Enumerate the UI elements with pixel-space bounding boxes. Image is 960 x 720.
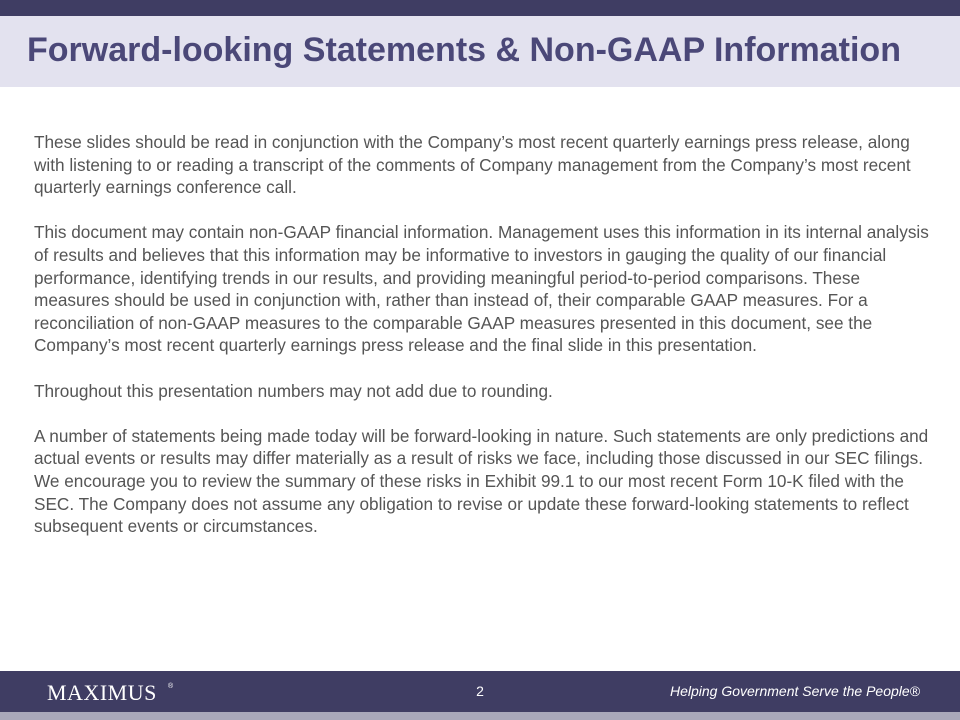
- slide-title: Forward-looking Statements & Non-GAAP Information: [27, 31, 901, 69]
- paragraph-non-gaap: This document may contain non-GAAP financial information. Management uses this information in its internal analysis of results and believes that this information may be informative to investors in gauging the quality of our financial performance, identifying trends in our results, and providing meaningful period-to-period comparisons. These measures should be used in conjunction with, rather than instead of, their comparable GAAP measures. For a reconciliation of non-GAAP measures to the comparable GAAP measures presented in this document, see the Company’s most recent quarterly earnings press release and the final slide in this presentation.: [34, 222, 929, 356]
- footer-bottom-line: [0, 712, 960, 720]
- slide-body: [34, 131, 934, 560]
- paragraph-rounding: Throughout this presentation numbers may not add due to rounding.: [34, 380, 553, 401]
- footer-tagline: Helping Government Serve the People®: [669, 683, 920, 699]
- paragraph-forward-looking: A number of statements being made today will be forward-looking in nature. Such statements are only predictions and actual events or results may differ materially as a result of risks we face, including those discussed in our SEC filings. We encourage you to review the summary of these risks in Exhibit 99.1 to our most recent Form 10-K filed with the SEC. The Company does not assume any obligation to revise or update these forward-looking statements to reflect subsequent events or circumstances.: [34, 425, 929, 537]
- logo-registered-mark: ®: [168, 683, 174, 690]
- top-accent-bar: [0, 0, 960, 16]
- paragraph-conjunction: These slides should be read in conjunction with the Company’s most recent quarterly earnings press release, along with listening to or reading a transcript of the comments of Company management from the Company’s most recent quarterly earnings conference call.: [34, 132, 911, 198]
- page-number: 2: [476, 683, 484, 699]
- maximus-logo: MAXIMUS: [47, 680, 157, 705]
